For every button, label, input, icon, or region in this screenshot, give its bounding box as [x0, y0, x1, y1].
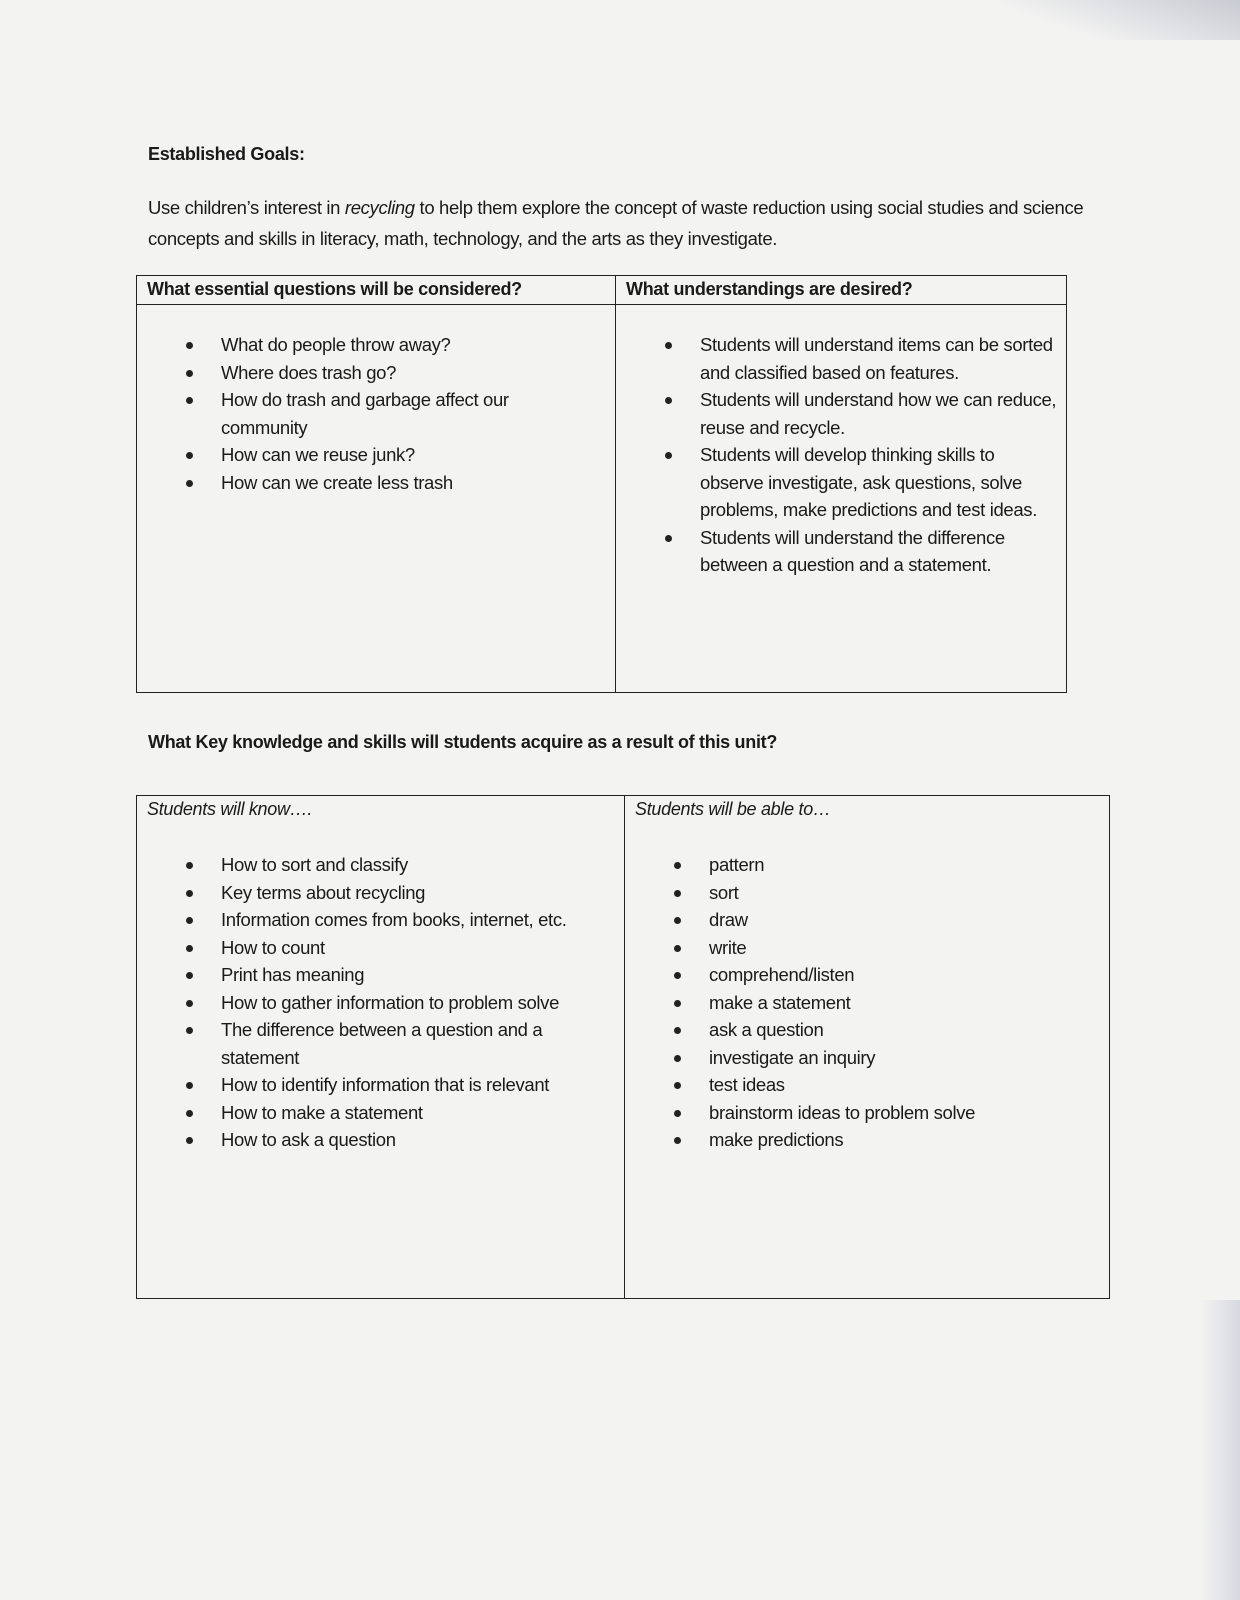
list-item: How to make a statement	[221, 1099, 601, 1127]
list-item: Students will understand items can be sorted and classified based on features.	[700, 331, 1060, 386]
established-goals-text	[148, 192, 1088, 254]
essential-questions-column	[137, 276, 615, 692]
column-header: What essential questions will be considered?	[137, 276, 615, 305]
skills-list	[709, 851, 1089, 1154]
understandings-list	[700, 331, 1060, 579]
list-item: The difference between a question and a statement	[221, 1016, 601, 1071]
list-item: make a statement	[709, 989, 1089, 1017]
list-item: make predictions	[709, 1126, 1089, 1154]
list-item: How can we create less trash	[221, 469, 581, 497]
list-item: Print has meaning	[221, 961, 601, 989]
list-item: pattern	[709, 851, 1089, 879]
knowledge-list	[221, 851, 601, 1154]
scan-shadow	[1200, 1300, 1240, 1600]
list-item: Key terms about recycling	[221, 879, 601, 907]
students-will-know-column	[137, 796, 624, 1298]
list-item: How can we reuse junk?	[221, 441, 581, 469]
list-item: investigate an inquiry	[709, 1044, 1089, 1072]
list-item: How to gather information to problem solve	[221, 989, 601, 1017]
list-item: ask a question	[709, 1016, 1089, 1044]
goal-text: Use children’s interest in	[148, 197, 345, 218]
list-item: Where does trash go?	[221, 359, 581, 387]
list-item: Students will understand the difference between a question and a statement.	[700, 524, 1060, 579]
list-item: sort	[709, 879, 1089, 907]
list-item: Students will develop thinking skills to observe investigate, ask questions, solve problems, make predictions and test ideas.	[700, 441, 1060, 524]
established-goals-title: Established Goals:	[148, 144, 305, 164]
knowledge-skills-table	[136, 795, 1110, 1299]
key-knowledge-heading: What Key knowledge and skills will students acquire as a result of this unit?	[148, 732, 778, 752]
list-item: How to ask a question	[221, 1126, 601, 1154]
goal-text: to help them explore the concept of waste reduction using social studies and science concepts and skills in literacy, math, technology, and the arts as they investigate.	[148, 197, 1084, 249]
list-item: How to sort and classify	[221, 851, 601, 879]
list-item: Information comes from books, internet, etc.	[221, 906, 601, 934]
column-header: What understandings are desired?	[616, 276, 1066, 305]
list-item: brainstorm ideas to problem solve	[709, 1099, 1089, 1127]
list-item: write	[709, 934, 1089, 962]
scan-shadow	[920, 0, 1240, 40]
list-item: Students will understand how we can reduce, reuse and recycle.	[700, 386, 1060, 441]
goal-emphasis: recycling	[344, 197, 415, 218]
essential-questions-list	[221, 331, 581, 496]
column-header: Students will know….	[147, 799, 313, 819]
list-item: draw	[709, 906, 1089, 934]
column-header: Students will be able to…	[635, 799, 831, 819]
questions-understandings-table	[136, 275, 1067, 693]
list-item: test ideas	[709, 1071, 1089, 1099]
list-item: How to count	[221, 934, 601, 962]
list-item: How do trash and garbage affect our community	[221, 386, 581, 441]
understandings-column	[615, 276, 1066, 692]
students-able-to-column	[624, 796, 1109, 1298]
list-item: How to identify information that is relevant	[221, 1071, 601, 1099]
list-item: comprehend/listen	[709, 961, 1089, 989]
list-item: What do people throw away?	[221, 331, 581, 359]
